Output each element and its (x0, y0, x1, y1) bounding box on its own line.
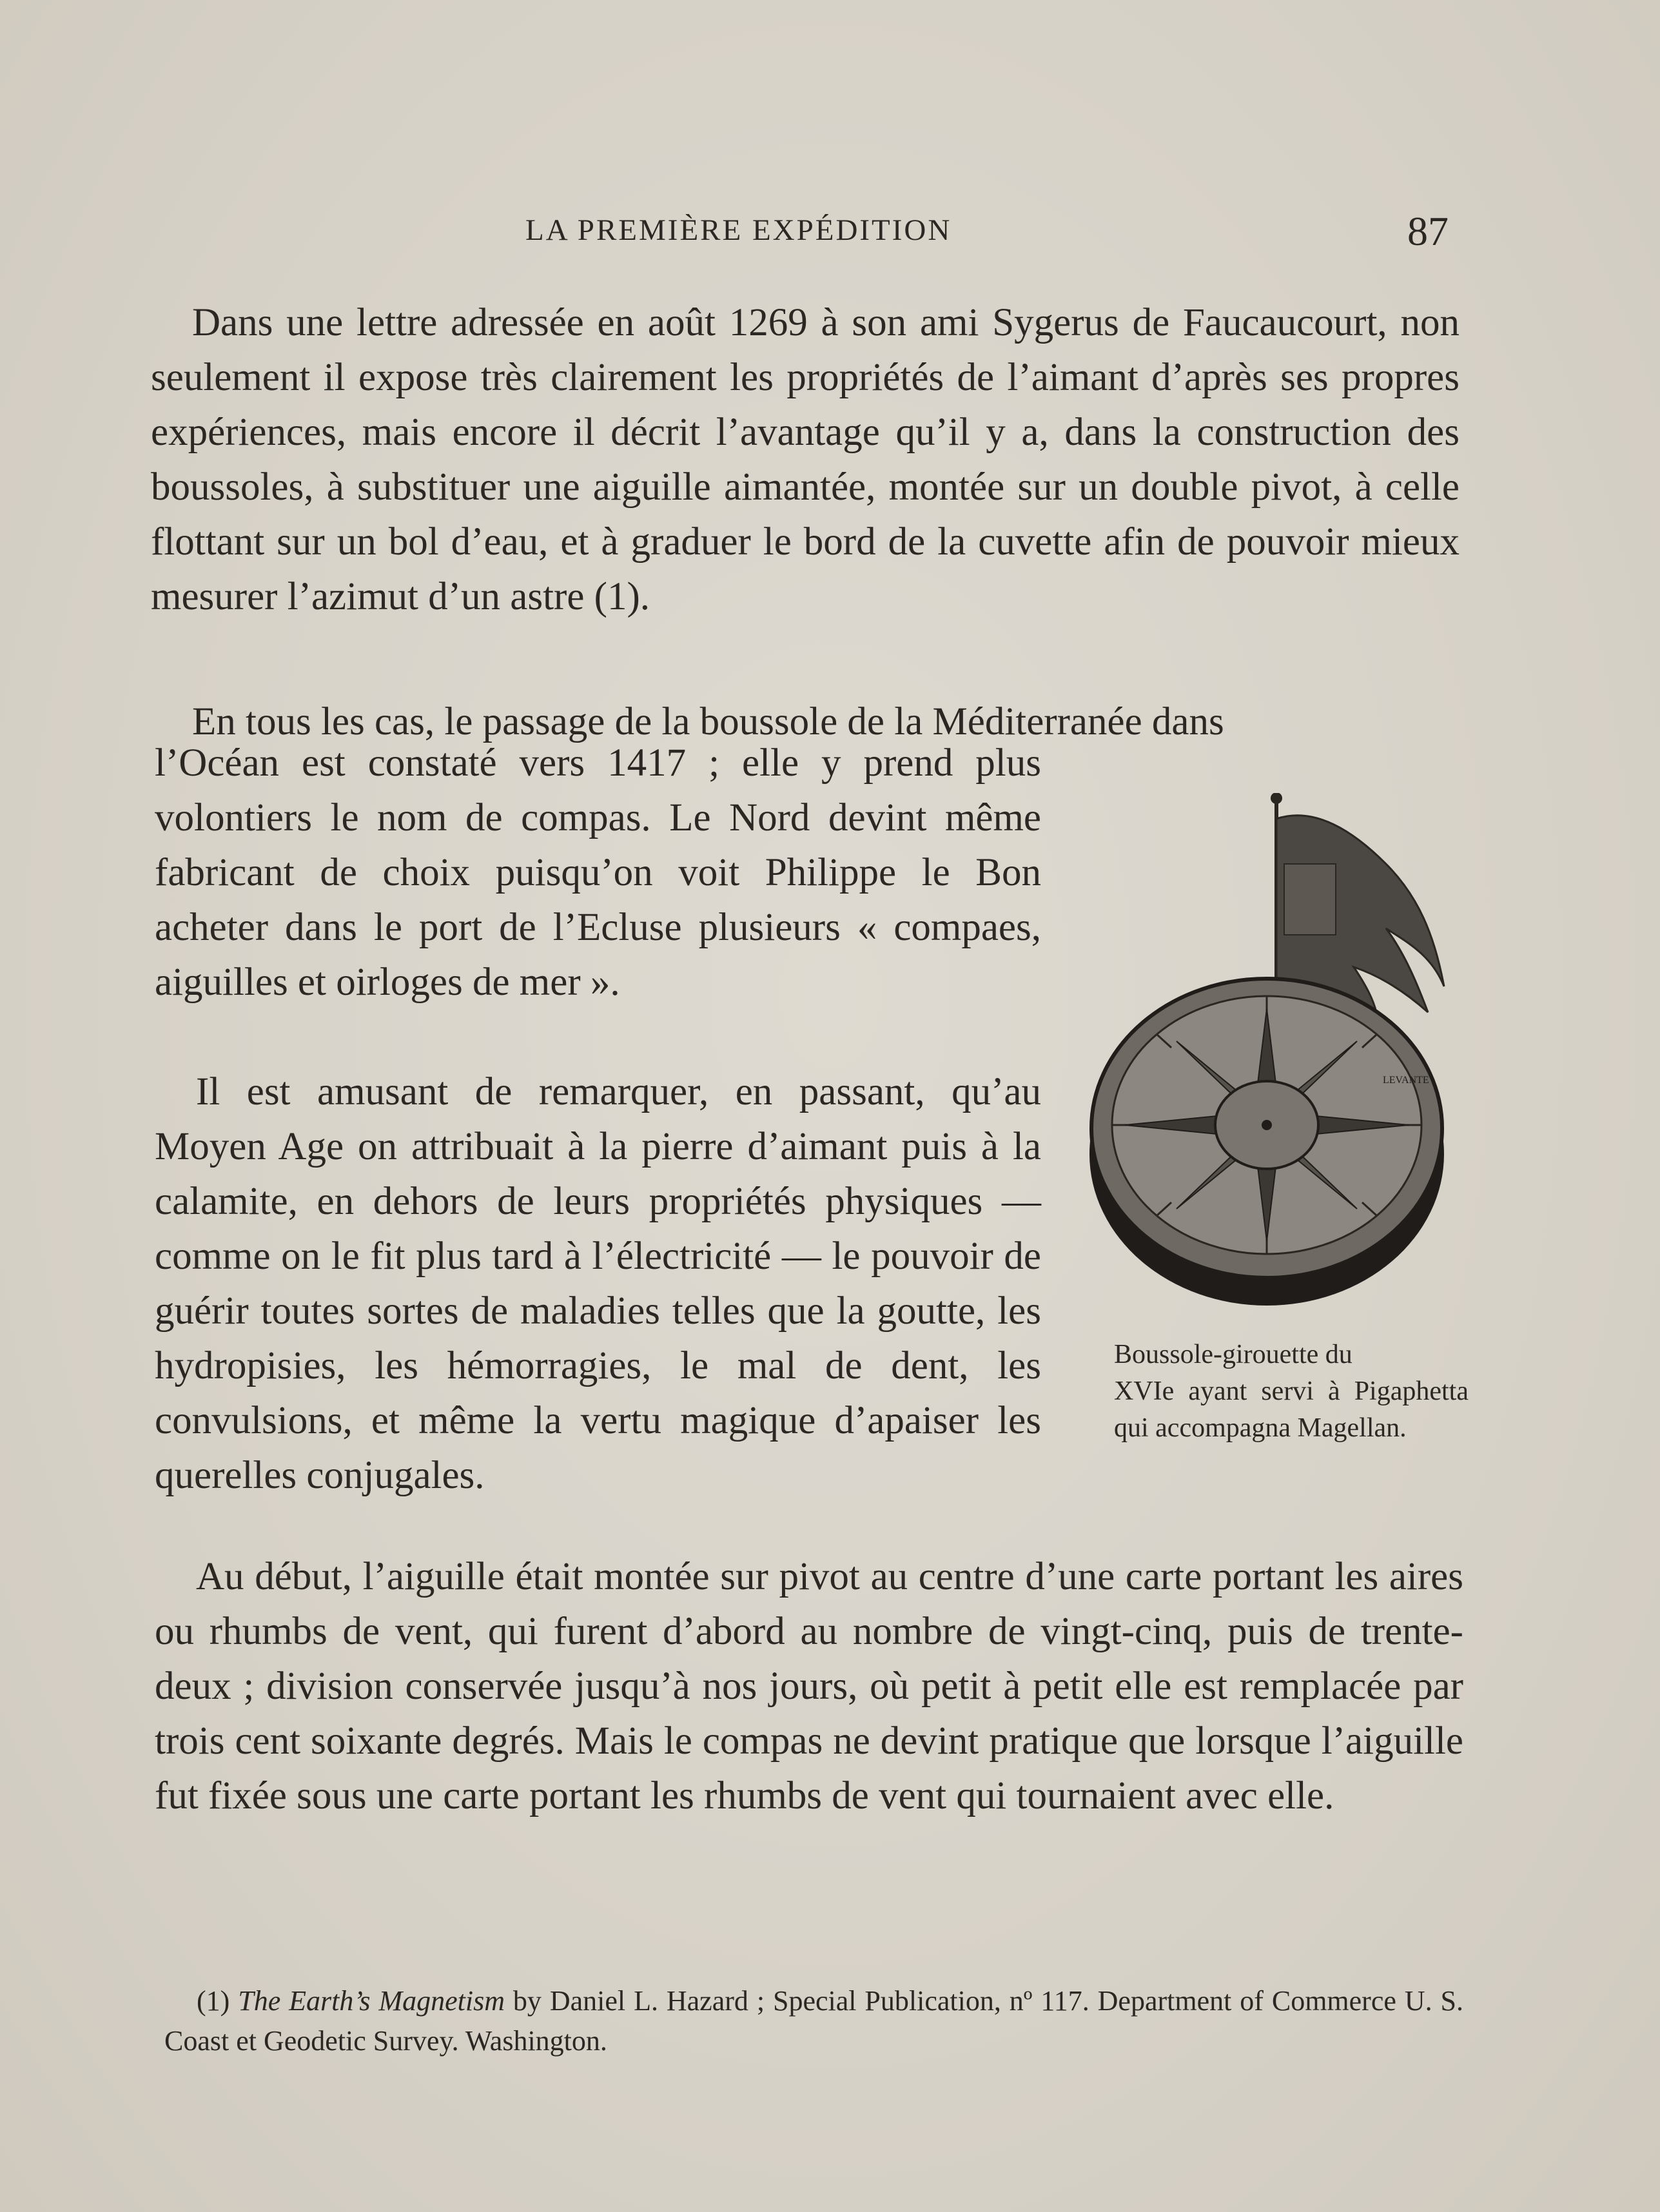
paragraph-4: Au début, l’aiguille était montée sur pivot au centre d’une carte portant les aires ou rhumbs de vent, qui furent d’abord au nombre de vingt-cinq, puis de trente-deux ; division conservée jusqu’à nos jours, où petit à petit elle est remplacée par trois cent soixante degrés. Mais le compas ne devint pratique que lorsque l’aiguille fut fixée sous une carte portant les rhumbs de vent qui tournaient avec elle. (155, 1555, 1463, 1817)
compass-pivot (1262, 1120, 1272, 1130)
footnote (164, 1981, 1463, 2061)
pennant-emblem (1284, 864, 1336, 935)
footnote-mark: (1) (197, 1985, 230, 2017)
footnote-text: by Daniel L. Hazard ; Special Publication, nº 117. Department of Commerce U. S. Coast et Geodetic Survey. Washington. (164, 1985, 1464, 2057)
pole-knob (1271, 793, 1282, 804)
page-number: 87 (1407, 208, 1449, 254)
figure-caption (1088, 1336, 1469, 1447)
paragraph-2-first-line: En tous les cas, le passage de la boussole de la Méditerranée dans (192, 700, 1224, 743)
compass-drawing (1083, 793, 1463, 1309)
card-label: LEVANTE (1383, 1075, 1429, 1086)
caption-rest: XVIe ayant servi à Pigaphetta qui accompagna Magellan. (1114, 1376, 1469, 1443)
compass-illustration (1083, 793, 1463, 1309)
footnote-title: The Earth’s Magnetism (238, 1985, 505, 2017)
paragraph-1: Dans une lettre adressée en août 1269 à son ami Sygerus de Faucaucourt, non seulement il expose très clairement les propriétés de l’aimant d’après ses propres expériences, mais encore il décrit l’avantage qu’il y a, dans la construction des boussoles, à substituer une aiguille aimantée, montée sur un double pivot, à celle flottant sur un bol d’eau, et à graduer le bord de la cuvette afin de pouvoir mieux mesurer l’azimut d’un astre (1). (151, 301, 1460, 618)
caption-line-1: Boussole-girouette du (1114, 1340, 1352, 1369)
running-title: LA PREMIÈRE EXPÉDITION (525, 213, 952, 247)
paragraph-3: Il est amusant de remarquer, en passant, qu’au Moyen Age on attribuait à la pierre d’aimant puis à la calamite, en dehors de leurs propriétés physiques — comme on le fit plus tard à l’électricité — le pouvoir de guérir toutes sortes de maladies telles que la goutte, les hydropisies, les hémorragies, le mal de dent, les convulsions, et même la vertu magique d’apaiser les querelles conjugales. (155, 1070, 1041, 1497)
paragraph-2-wrapped: l’Océan est constaté vers 1417 ; elle y prend plus volontiers le nom de compas. Le Nord devint même fabricant de choix puisqu’on voit Philippe le Bon acheter dans le port de l’Ecluse plusieurs « compaes, aiguilles et oirloges de mer ». (155, 741, 1041, 1004)
